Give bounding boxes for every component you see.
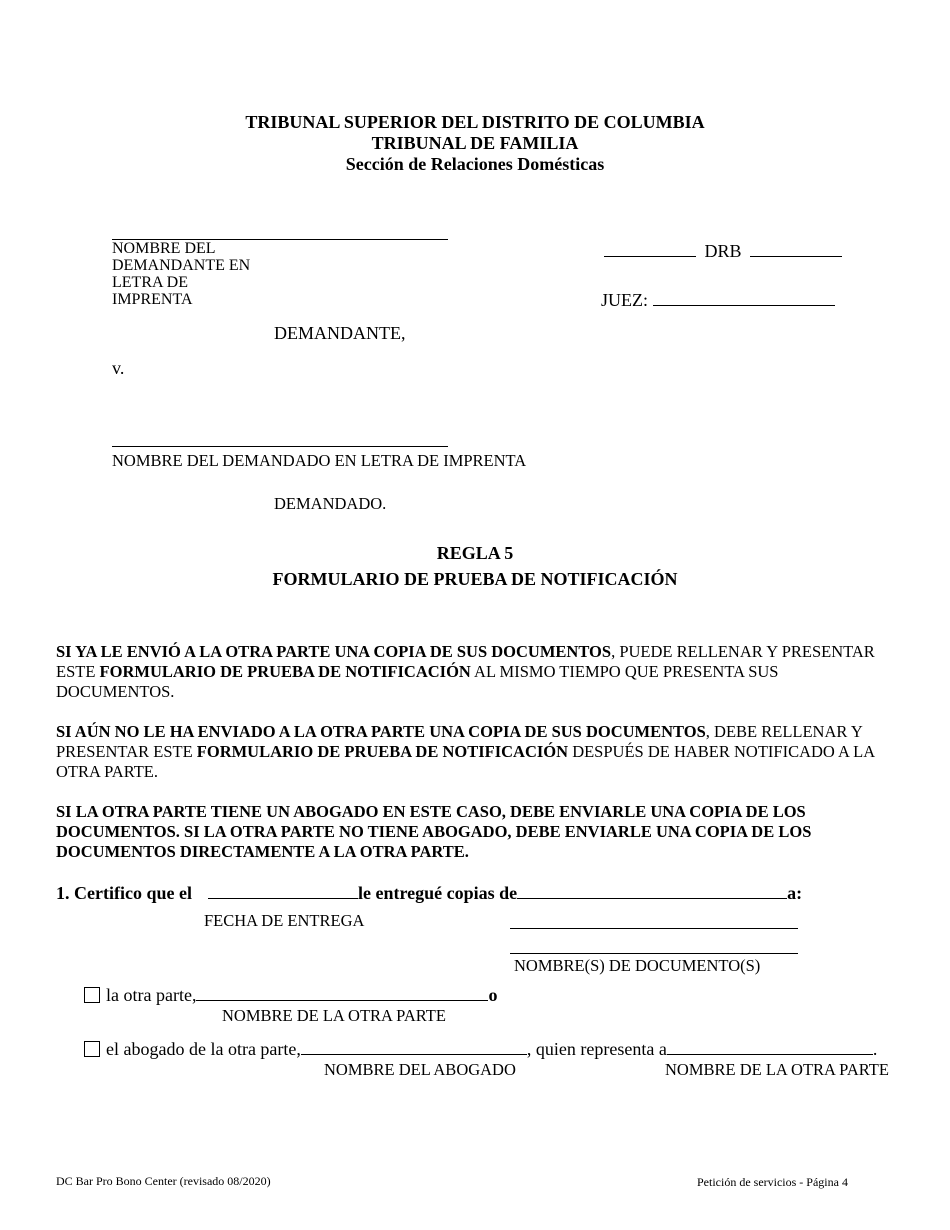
rule-title: REGLA 5 [436, 543, 514, 563]
case-number-prefix-field[interactable] [604, 256, 696, 257]
other-party-checkbox[interactable] [84, 987, 100, 1003]
case-number-field[interactable] [750, 256, 842, 257]
instruction-paragraph-3: SI LA OTRA PARTE TIENE UN ABOGADO EN ESTE CASO, DEBE ENVIARLE UNA COPIA DE LOS DOCUMENTOS. SI LA OTRA PARTE NO TIENE ABOGADO, DEBE ENVIARLE UNA COPIA DE LOS DOCUMENTOS DIRECTAMENTE A LA OTRA PARTE. [56, 802, 812, 861]
instruction-paragraph-2: SI AÚN NO LE HA ENVIADO A LA OTRA PARTE UNA COPIA DE SUS DOCUMENTOS, DEBE RELLENAR Y PRESENTAR ESTE FORMULARIO DE PRUEBA DE NOTIFICACIÓN DESPUÉS DE HABER NOTIFICADO A LA OTRA PARTE. [56, 722, 875, 781]
instruction-paragraph-1: SI YA LE ENVIÓ A LA OTRA PARTE UNA COPIA DE SUS DOCUMENTOS, PUEDE RELLENAR Y PRESENTAR ESTE FORMULARIO DE PRUEBA DE NOTIFICACIÓN AL MISMO TIEMPO QUE PRESENTA SUS DOCUMENTOS. [56, 642, 875, 701]
case-number-row [604, 241, 842, 262]
represented-party-label: NOMBRE DE LA OTRA PARTE [665, 1060, 889, 1079]
other-party-name-field[interactable] [196, 1000, 488, 1001]
defendant-name-label: NOMBRE DEL DEMANDADO EN LETRA DE IMPRENTA [112, 451, 527, 470]
delivery-date-field[interactable] [208, 898, 358, 899]
court-header [0, 112, 950, 175]
option-attorney [84, 1039, 877, 1060]
attorney-name-label: NOMBRE DEL ABOGADO [324, 1060, 516, 1079]
or-text: o [488, 985, 498, 1005]
footer-left: DC Bar Pro Bono Center (revisado 08/2020) [56, 1174, 271, 1188]
represented-party-field[interactable] [667, 1054, 873, 1055]
documents-label: NOMBRE(S) DE DOCUMENTO(S) [514, 956, 761, 975]
defendant-role: DEMANDADO. [274, 494, 387, 513]
section-name: Sección de Relaciones Domésticas [345, 154, 605, 174]
case-code: DRB [704, 241, 742, 261]
defendant-name-line[interactable] [112, 446, 448, 447]
delivery-date-label: FECHA DE ENTREGA [204, 911, 365, 930]
court-name: TRIBUNAL SUPERIOR DEL DISTRITO DE COLUMBIA [245, 112, 705, 132]
division-name: TRIBUNAL DE FAMILIA [371, 133, 579, 153]
form-title: FORMULARIO DE PRUEBA DE NOTIFICACIÓN [272, 569, 678, 589]
plaintiff-name-label: NOMBRE DEL DEMANDANTE EN LETRA DE IMPRENTA [112, 240, 251, 308]
period: . [872, 1039, 878, 1059]
footer-right: Petición de servicios - Página 4 [697, 1175, 848, 1189]
plaintiff-role: DEMANDANTE, [274, 323, 406, 343]
judge-row [601, 290, 835, 311]
documents-line-3[interactable] [510, 953, 798, 954]
documents-line-2[interactable] [510, 928, 798, 929]
attorney-text: el abogado de la otra parte, [106, 1039, 301, 1059]
other-party-text: la otra parte, [106, 985, 197, 1005]
judge-field[interactable] [653, 305, 835, 306]
other-party-name-label: NOMBRE DE LA OTRA PARTE [222, 1006, 446, 1025]
attorney-checkbox[interactable] [84, 1041, 100, 1057]
option-other-party [84, 985, 497, 1006]
versus: v. [112, 358, 125, 378]
documents-field[interactable] [517, 898, 787, 899]
attorney-name-field[interactable] [301, 1054, 527, 1055]
delivered-text: le entregué copias de [357, 883, 518, 903]
represents-text: , quien representa a [526, 1039, 667, 1059]
judge-label: JUEZ: [601, 290, 648, 310]
to-text: a: [787, 883, 803, 903]
certify-text: 1. Certifico que el [56, 883, 192, 903]
certify-row [56, 883, 802, 904]
